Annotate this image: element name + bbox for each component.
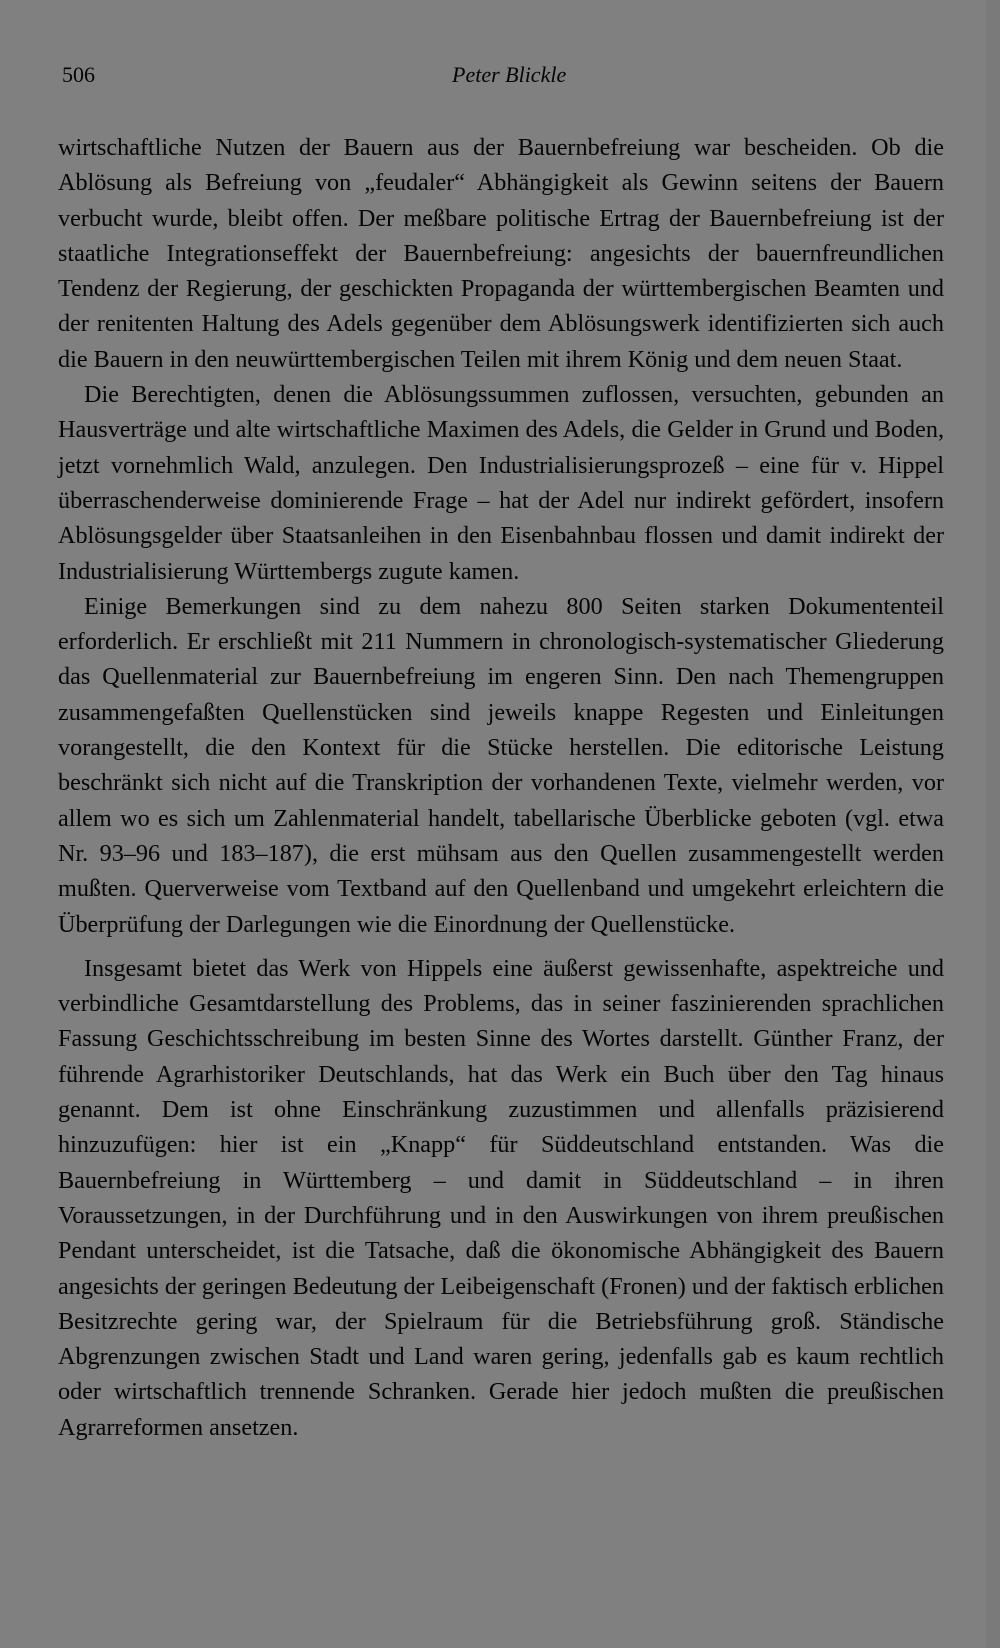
body-text xyxy=(58,130,944,1445)
page-edge xyxy=(986,0,1000,1648)
page-number: 506 xyxy=(62,62,95,87)
paragraph: Einige Bemerkungen sind zu dem nahezu 800 Seiten starken Dokumententeil erforderlich. Er erschließt mit 211 Nummern in chronologisch-systematischer Gliederung das Quellenmaterial zur Bauernbefreiung im engeren Sinn. Den nach Themengruppen zusammengefaßten Quellenstücken sind jeweils knappe Regesten und Einleitungen vorangestellt, die den Kontext für die Stücke herstellen. Die editorische Leistung beschränkt sich nicht auf die Transkription der vorhandenen Texte, vielmehr werden, vor allem wo es sich um Zahlenmaterial handelt, tabellarische Überblicke geboten (vgl. etwa Nr. 93–96 und 183–187), die erst mühsam aus den Quellen zusammengestellt werden mußten. Querverweise vom Textband auf den Quellenband und umgekehrt erleichtern die Überprüfung der Darlegungen wie die Einordnung der Quellenstücke. xyxy=(58,592,944,938)
page-header xyxy=(62,62,942,94)
running-head: Peter Blickle xyxy=(452,62,567,87)
paragraph: Insgesamt bietet das Werk von Hippels eine äußerst gewissenhafte, aspektreiche und verbindliche Gesamtdarstellung des Problems, das in seiner faszinierenden sprachlichen Fassung Geschichtsschreibung im besten Sinne des Wortes darstellt. Günther Franz, der führende Agrarhistoriker Deutschlands, hat das Werk ein Buch über den Tag hinaus genannt. Dem ist ohne Einschränkung zuzustimmen und allenfalls präzisierend hinzuzufügen: hier ist ein „Knapp“ für Süddeutschland entstanden. Was die Bauernbefreiung in Württemberg – und damit in Süddeutschland – in ihren Voraussetzungen, in der Durchführung und in den Auswirkungen von ihrem preußischen Pendant unterscheidet, ist die Tatsache, daß die ökonomische Abhängigkeit des Bauern angesichts der geringen Bedeutung der Leibeigenschaft (Fronen) und der faktisch erblichen Besitzrechte gering war, der Spielraum für die Betriebsführung groß. Ständische Abgrenzungen zwischen Stadt und Land waren gering, jedenfalls gab es kaum rechtlich oder wirtschaftlich trennende Schranken. Gerade hier jedoch mußten die preußischen Agrarreformen ansetzen. xyxy=(58,954,944,1441)
paragraph: Die Berechtigten, denen die Ablösungssummen zuflossen, versuchten, gebunden an Hausverträge und alte wirtschaftliche Maximen des Adels, die Gelder in Grund und Boden, jetzt vornehmlich Wald, anzulegen. Den Industrialisierungsprozeß – eine für v. Hippel überraschenderweise dominierende Frage – hat der Adel nur indirekt gefördert, insofern Ablösungsgelder über Staatsanleihen in den Eisenbahnbau flossen und damit indirekt der Industrialisierung Württembergs zugute kamen. xyxy=(58,381,944,585)
paragraph: wirtschaftliche Nutzen der Bauern aus der Bauernbefreiung war bescheiden. Ob die Ablösung als Befreiung von „feudaler“ Abhängigkeit als Gewinn seitens der Bauern verbucht wurde, bleibt offen. Der meßbare politische Ertrag der Bauernbefreiung ist der staatliche Integrationseffekt der Bauernbefreiung: angesichts der bauernfreundlichen Tendenz der Regierung, der geschickten Propaganda der württembergischen Beamten und der renitenten Haltung des Adels gegenüber dem Ablösungswerk identifizierten sich auch die Bauern in den neuwürttembergischen Teilen mit ihrem König und dem neuen Staat. xyxy=(58,134,944,373)
